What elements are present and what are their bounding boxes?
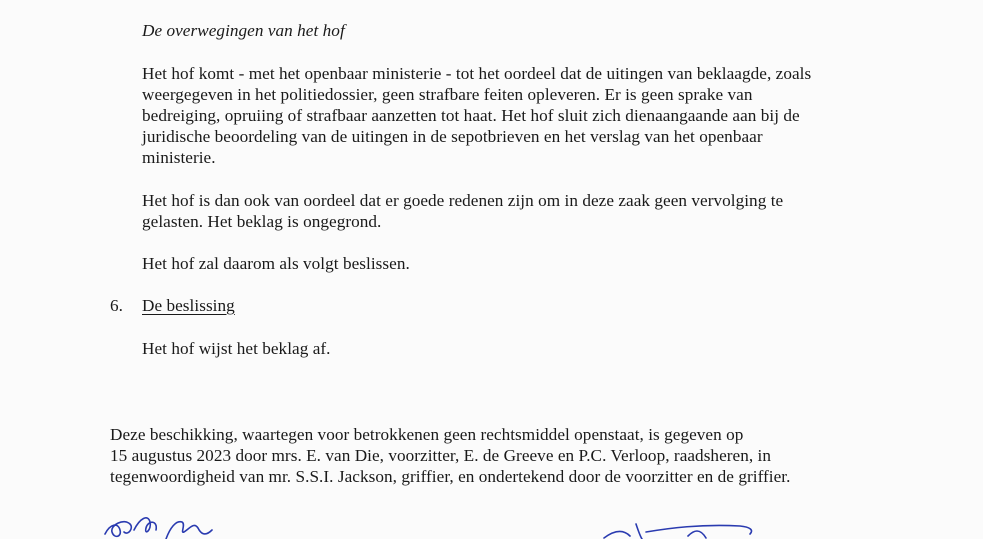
section-number: 6. [110,296,123,315]
closing-line: 15 augustus 2023 door mrs. E. van Die, voorzitter, E. de Greeve en P.C. Verloop, raadsheren, in [110,446,772,465]
paragraph-line: ministerie. [142,148,216,167]
closing-line: tegenwoordigheid van mr. S.S.I. Jackson, griffier, en ondertekend door de voorzitter en de griffier. [110,467,791,486]
handwritten-signature-icon [100,510,230,539]
paragraph-line: juridische beoordeling van de uitingen in de sepotbrieven en het verslag van het openbaar [142,127,763,146]
decision-heading: De beslissing [142,296,235,315]
closing-line: Deze beschikking, waartegen voor betrokkenen geen rechtsmiddel openstaat, is gegeven op [110,425,744,444]
paragraph-line: Het hof komt - met het openbaar ministerie - tot het oordeel dat de uitingen van beklaagde, zoals [142,64,812,83]
paragraph-line: bedreiging, opruiing of strafbaar aanzetten tot haat. Het hof sluit zich dienaangaande aan bij de [142,106,800,125]
paragraph-line: weergegeven in het politiedossier, geen strafbare feiten opleveren. Er is geen sprake van [142,85,753,104]
paragraph-line: Het hof zal daarom als volgt beslissen. [142,254,410,273]
considerations-heading: De overwegingen van het hof [142,21,345,40]
paragraph-line: gelasten. Het beklag is ongegrond. [142,212,382,231]
paragraph-line: Het hof is dan ook van oordeel dat er goede redenen zijn om in deze zaak geen vervolging te [142,191,784,210]
decision-text: Het hof wijst het beklag af. [142,339,331,358]
handwritten-signature-icon [600,516,760,539]
